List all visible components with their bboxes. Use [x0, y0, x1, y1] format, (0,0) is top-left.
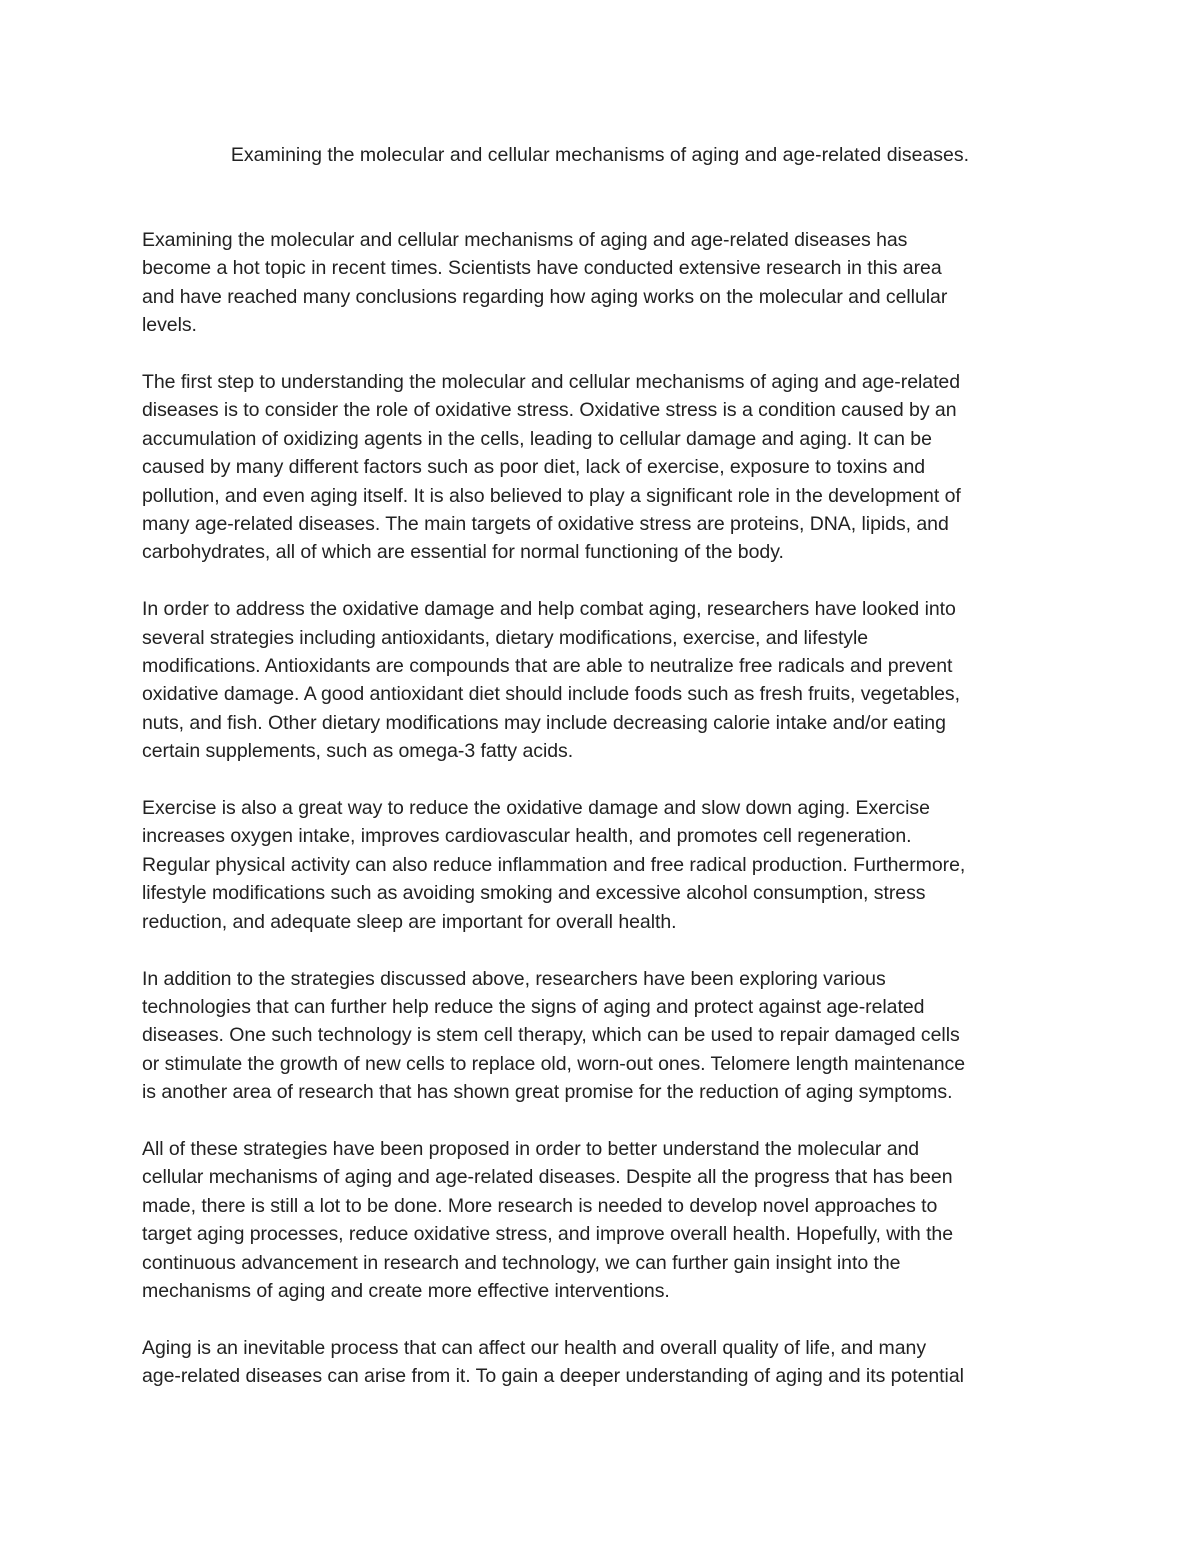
- text-line: carbohydrates, all of which are essential for normal functioning of the body.: [142, 541, 784, 564]
- text-line: nuts, and fish. Other dietary modifications may include decreasing calorie intake and/or eating: [142, 711, 946, 734]
- text-line: modifications. Antioxidants are compounds that are able to neutralize free radicals and prevent: [142, 655, 953, 678]
- paragraph: [142, 1135, 1062, 1305]
- text-line: reduction, and adequate sleep are important for overall health.: [142, 910, 677, 933]
- text-line: The first step to understanding the molecular and cellular mechanisms of aging and age-related: [142, 371, 961, 394]
- paragraph: [142, 794, 1062, 936]
- text-line: diseases. One such technology is stem cell therapy, which can be used to repair damaged cells: [142, 1024, 960, 1047]
- text-line: Regular physical activity can also reduce inflammation and free radical production. Furthermore,: [142, 853, 966, 876]
- text-line: In addition to the strategies discussed above, researchers have been exploring various: [142, 967, 886, 990]
- text-line: and have reached many conclusions regarding how aging works on the molecular and cellular: [142, 285, 948, 308]
- text-line: All of these strategies have been proposed in order to better understand the molecular and: [142, 1137, 920, 1160]
- text-line: cellular mechanisms of aging and age-related diseases. Despite all the progress that has been: [142, 1166, 953, 1189]
- paragraph: [142, 1334, 1062, 1391]
- text-line: levels.: [142, 314, 197, 337]
- paragraph: [142, 368, 1062, 567]
- text-line: pollution, and even aging itself. It is also believed to play a significant role in the development of: [142, 484, 961, 507]
- text-line: Exercise is also a great way to reduce the oxidative damage and slow down aging. Exercise: [142, 797, 930, 820]
- paragraph: [142, 595, 1062, 765]
- paragraph: [142, 226, 1062, 340]
- text-line: oxidative damage. A good antioxidant diet should include foods such as fresh fruits, vegetables,: [142, 683, 960, 706]
- text-line: Aging is an inevitable process that can affect our health and overall quality of life, and many: [142, 1336, 927, 1359]
- text-line: become a hot topic in recent times. Scientists have conducted extensive research in this area: [142, 257, 942, 280]
- text-line: several strategies including antioxidants, dietary modifications, exercise, and lifestyle: [142, 626, 869, 649]
- document-title: Examining the molecular and cellular mechanisms of aging and age-related diseases.: [230, 144, 970, 166]
- text-line: accumulation of oxidizing agents in the cells, leading to cellular damage and aging. It can be: [142, 427, 932, 450]
- text-line: age-related diseases can arise from it. To gain a deeper understanding of aging and its potential: [142, 1365, 964, 1388]
- document-body: [142, 226, 1062, 1419]
- text-line: lifestyle modifications such as avoiding smoking and excessive alcohol consumption, stress: [142, 882, 926, 905]
- text-line: is another area of research that has shown great promise for the reduction of aging symptoms.: [142, 1081, 953, 1104]
- text-line: In order to address the oxidative damage and help combat aging, researchers have looked into: [142, 598, 956, 621]
- text-line: continuous advancement in research and technology, we can further gain insight into the: [142, 1251, 901, 1274]
- text-line: certain supplements, such as omega-3 fatty acids.: [142, 740, 574, 763]
- text-line: Examining the molecular and cellular mechanisms of aging and age-related diseases has: [142, 229, 908, 251]
- text-line: increases oxygen intake, improves cardiovascular health, and promotes cell regeneration.: [142, 825, 912, 848]
- text-line: or stimulate the growth of new cells to replace old, worn-out ones. Telomere length maintenance: [142, 1052, 966, 1075]
- text-line: caused by many different factors such as poor diet, lack of exercise, exposure to toxins and: [142, 456, 926, 479]
- text-line: technologies that can further help reduce the signs of aging and protect against age-related: [142, 995, 925, 1018]
- text-line: many age-related diseases. The main targets of oxidative stress are proteins, DNA, lipids, and: [142, 513, 949, 536]
- text-line: target aging processes, reduce oxidative stress, and improve overall health. Hopefully, with the: [142, 1223, 954, 1246]
- text-line: diseases is to consider the role of oxidative stress. Oxidative stress is a condition caused by an: [142, 399, 957, 422]
- text-line: mechanisms of aging and create more effective interventions.: [142, 1279, 670, 1302]
- paragraph: [142, 965, 1062, 1107]
- text-line: made, there is still a lot to be done. More research is needed to develop novel approaches to: [142, 1194, 938, 1217]
